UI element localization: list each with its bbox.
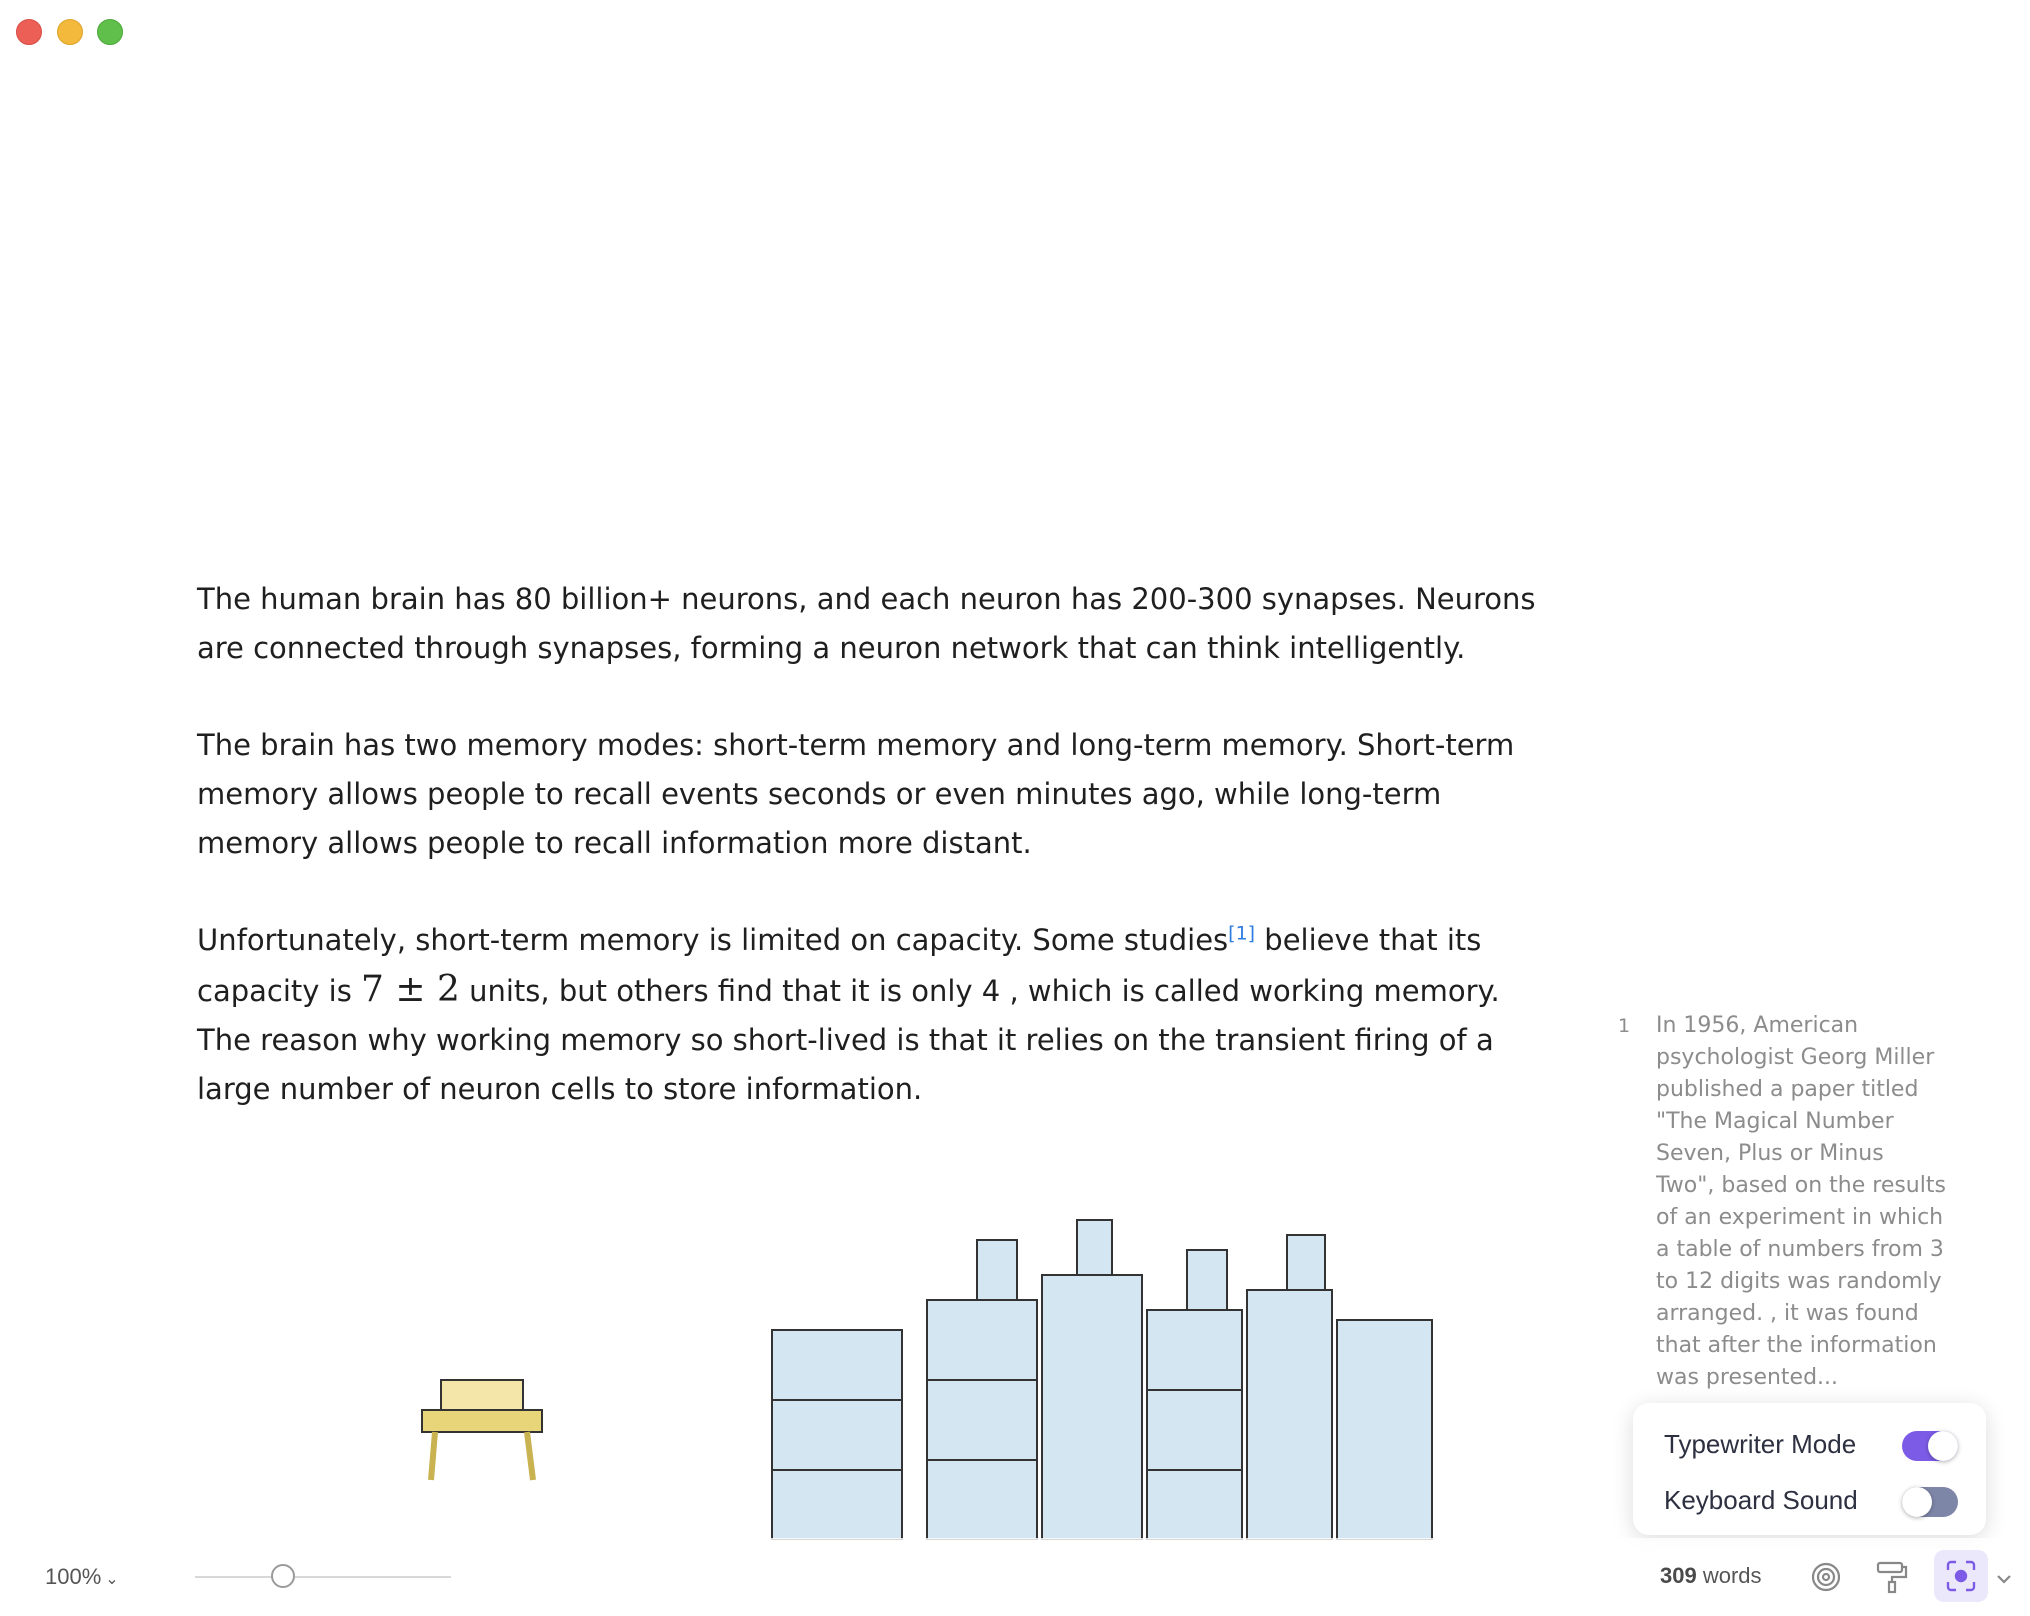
paragraph-3 [197, 916, 1562, 1114]
zoom-slider-track[interactable] [195, 1576, 451, 1578]
close-button[interactable] [16, 19, 42, 45]
chevron-down-icon: ⌄ [105, 1571, 119, 1588]
footnote-number: 1 [1618, 1015, 1631, 1037]
word-count-number: 309 [1660, 1563, 1697, 1588]
zoom-button[interactable] [97, 19, 123, 45]
zoom-slider-handle[interactable] [271, 1564, 295, 1588]
chevron-down-icon[interactable] [1993, 1568, 2015, 1595]
document-body[interactable] [197, 575, 1562, 1162]
target-icon[interactable] [1807, 1558, 1845, 1596]
footnote-text: In 1956, American psychologist Georg Miller published a paper titled "The Magical Number Seven, Plus or Minus Two", based on the results of an experiment in which a table of numbers from 3 to 12 digits was randomly arranged. , it was found that after the information was presented... [1656, 1013, 1946, 1390]
paragraph-3-text-c: units, but others find that it is only 4 , which is called working memory. The reason why working memory so short-lived is that it relies on the transient firing of a large number of neuron cells to store information. [197, 974, 1500, 1106]
focus-icon[interactable] [1934, 1550, 1988, 1602]
paragraph-3-text-b: believe that its capacity is [197, 923, 1482, 1008]
paragraph-3-text-a: Unfortunately, short-term memory is limited on capacity. Some studies [197, 923, 1229, 957]
zoom-dropdown[interactable] [45, 1564, 119, 1590]
typewriter-mode-toggle[interactable] [1902, 1431, 1958, 1461]
minimize-button[interactable] [57, 19, 83, 45]
typewriter-mode-label: Typewriter Mode [1664, 1429, 1857, 1459]
keyboard-sound-toggle[interactable] [1902, 1487, 1958, 1517]
paragraph-1: The human brain has 80 billion+ neurons, and each neuron has 200-300 synapses. Neurons are connected through synapses, forming a neuron network that can think intelligently. [197, 582, 1536, 665]
desk-drawing [422, 1380, 542, 1480]
footnote-ref[interactable]: [1] [1228, 922, 1256, 945]
zoom-value: 100% [45, 1564, 102, 1589]
word-count[interactable] [1660, 1563, 1762, 1589]
math-formula: 7 ± 2 [361, 969, 460, 1010]
filing-cabinets-drawing [772, 1220, 1432, 1540]
paragraph-2: The brain has two memory modes: short-term memory and long-term memory. Short-term memory allows people to recall events seconds or even minutes ago, while long-term memory allows people to recall information more distant. [197, 728, 1515, 860]
writing-settings-popup [1633, 1403, 1986, 1535]
keyboard-sound-label: Keyboard Sound [1664, 1485, 1858, 1515]
paint-roller-icon[interactable] [1873, 1558, 1911, 1596]
word-count-unit: words [1696, 1563, 1762, 1588]
illustration-image [197, 1180, 1457, 1540]
